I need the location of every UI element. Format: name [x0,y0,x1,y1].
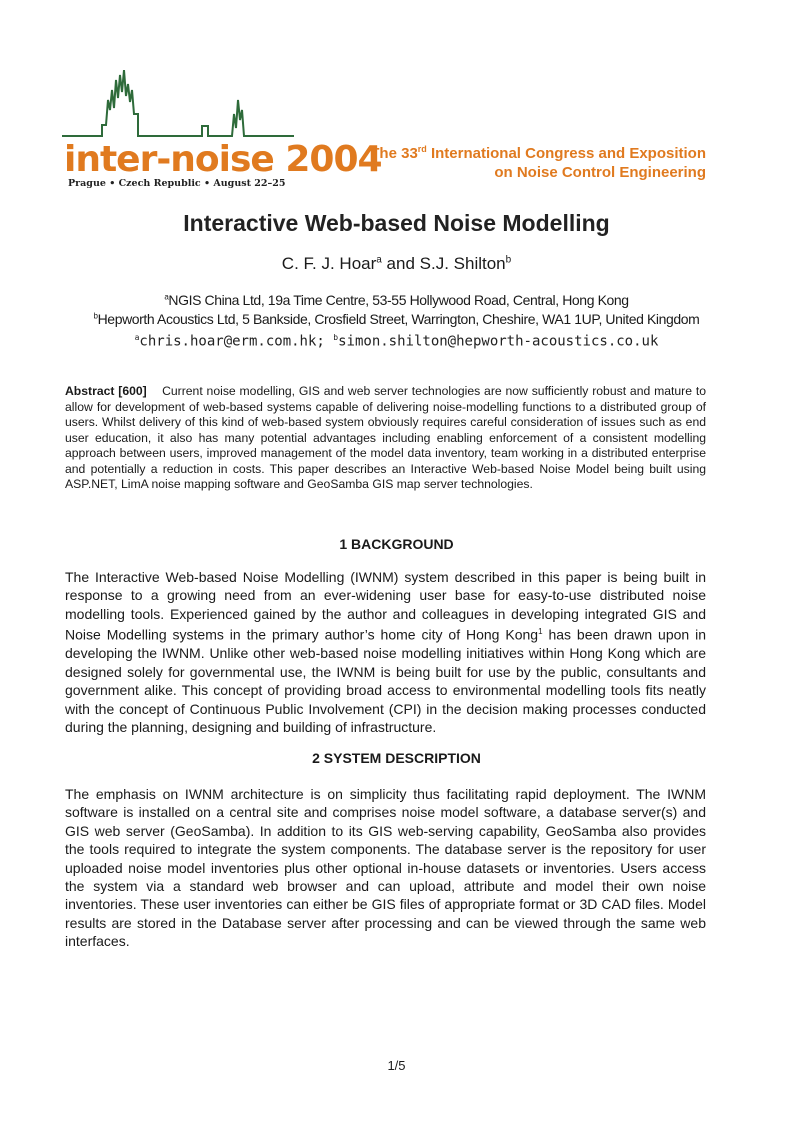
section-2-heading: 2 SYSTEM DESCRIPTION [312,750,481,766]
paper-title: Interactive Web-based Noise Modelling [183,210,610,236]
author-line: C. F. J. Hoar$^a$ and S.J. Shilton$^b$ [281,254,512,273]
email-line: $^a$chris.hoar@erm.com.hk; $^b$simon.shilton@hepworth-acoustics.co.uk [134,333,659,350]
page-number: 1/5 [387,1058,406,1073]
congress-line-2: on Noise Control Engineering [494,164,706,181]
section-1-paragraph: The Interactive Web-based Noise Modelling (IWNM) system described in this paper is being built in response to a growing need from an ever-widening user base for easy-to-use distributed noise modelling tools. Experienced gained by the author and colleagues in developing integrated GIS and Noise Modelling systems in the primary author’s home city of Hong Kong$^1$ has been drawn upon in developing the IWNM. Unlike other web-based noise modelling initiatives within Hong Kong which are designed solely for governmental use, the IWNM is being built for use by the public, consultants and government alike. This concept of providing broad access to environmental modelling tools fits neatly with the concept of Continuous Public Involvement (CPI) in the decision making processes conducted during the planning, designing and building of infrastructure. [65,569,706,735]
congress-line-1: The 33rd International Congress and Exposition [370,144,706,162]
logo-wordmark: inter-noise 2004 [64,139,382,180]
section-1-heading: 1 BACKGROUND [339,536,454,552]
affiliation-a: $^a$NGIS China Ltd, 19a Time Centre, 53-55 Hollywood Road, Central, Hong Kong [164,292,629,308]
email-a-link[interactable]: chris.hoar@erm.com.hk; [139,333,334,350]
email-b-link[interactable]: simon.shilton@hepworth-acoustics.co.uk [338,333,659,350]
abstract-text: Current noise modelling, GIS and web server technologies are now sufficiently robust and mature to allow for development of web-based systems capable of delivering noise-modelling functions to a distributed group of users. Whilst delivery of this kind of web-based system obviously requires careful consideration of issues such as end user education, it also has many potential advantages including enabling enforcement of a consistent modelling approach between users, improved management of the model data inventory, team working in a distributed enterprise and potentially a reduction in costs. This paper describes an Interactive Web-based Noise Model being built using ASP.NET, LimA noise mapping software and GeoSamba GIS map server technologies. [65,384,707,491]
skyline-logo-graphic [62,70,294,145]
section-2-paragraph: The emphasis on IWNM architecture is on simplicity thus facilitating rapid deployment. The IWNM software is installed on a central site and comprises noise model software, a database server(s) and GIS web server (GeoSamba). In addition to its GIS web-serving capability, GeoSamba also provides the tools required to integrate the system components. The database server is the repository for user uploaded noise model inventories plus other optional in-house datasets or inventories. Users access the system via a standard web browser and can upload, attribute and model their own noise inventories. These user inventories can either be GIS files of appropriate format or 3D CAD files. Model results are stored in the Database server after processing and can be viewed through the same web interfaces. [65,786,706,950]
author-1: C. F. J. Hoar [281,254,377,273]
affiliation-b: $^b$Hepworth Acoustics Ltd, 5 Bankside, Crosfield Street, Warrington, Cheshire, WA1 1UP, United Kingdom [93,311,700,327]
author-2: S.J. Shilton [419,254,506,273]
conference-logo [62,70,382,195]
footnote-ref: 1 [538,627,543,637]
abstract-label: Abstract [600] [65,384,147,398]
logo-tagline: Prague • Czech Republic • August 22–25 [68,178,286,189]
congress-header [370,140,706,182]
abstract [65,384,706,493]
